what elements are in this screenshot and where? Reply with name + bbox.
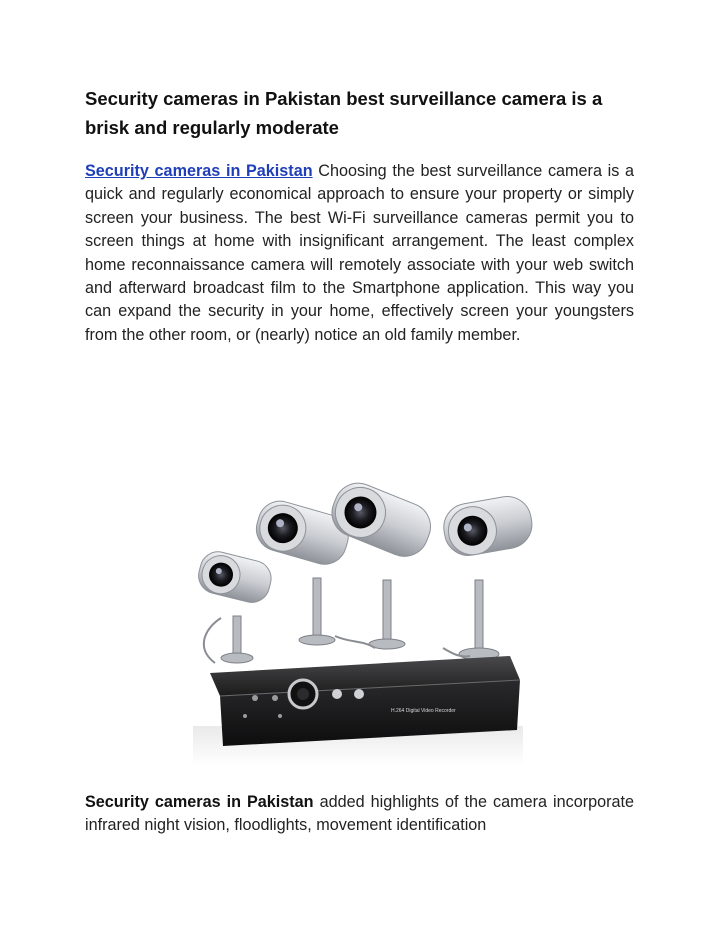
features-paragraph <box>85 791 634 838</box>
security-camera-icon <box>195 548 275 606</box>
security-camera-icon <box>440 493 535 559</box>
recorder-label: H.264 Digital Video Recorder <box>391 708 456 714</box>
intro-paragraph <box>85 160 634 347</box>
security-cameras-link[interactable]: Security cameras in Pakistan <box>85 162 313 180</box>
features-paragraph-text: added highlights of the camera incorporate infrared night vision, floodlights, movement identification <box>85 793 634 835</box>
features-lead: Security cameras in Pakistan <box>85 793 314 811</box>
page-title: Security cameras in Pakistan best surveillance camera is a brisk and regularly moderate <box>85 88 603 138</box>
cctv-kit-photo <box>185 468 535 773</box>
intro-paragraph-text: Choosing the best surveillance camera is a quick and regularly economical approach to ensure your property or simply screen your business. The best Wi-Fi surveillance cameras permit you to screen things at home with insignificant arrangement. The least complex home reconnaissance camera will remotely associate with your web switch and afterward broadcast film to the Smartphone application. This way you can expand the security in your home, effectively screen your youngsters from the other room, or (nearly) notice an old family member. <box>85 162 634 344</box>
